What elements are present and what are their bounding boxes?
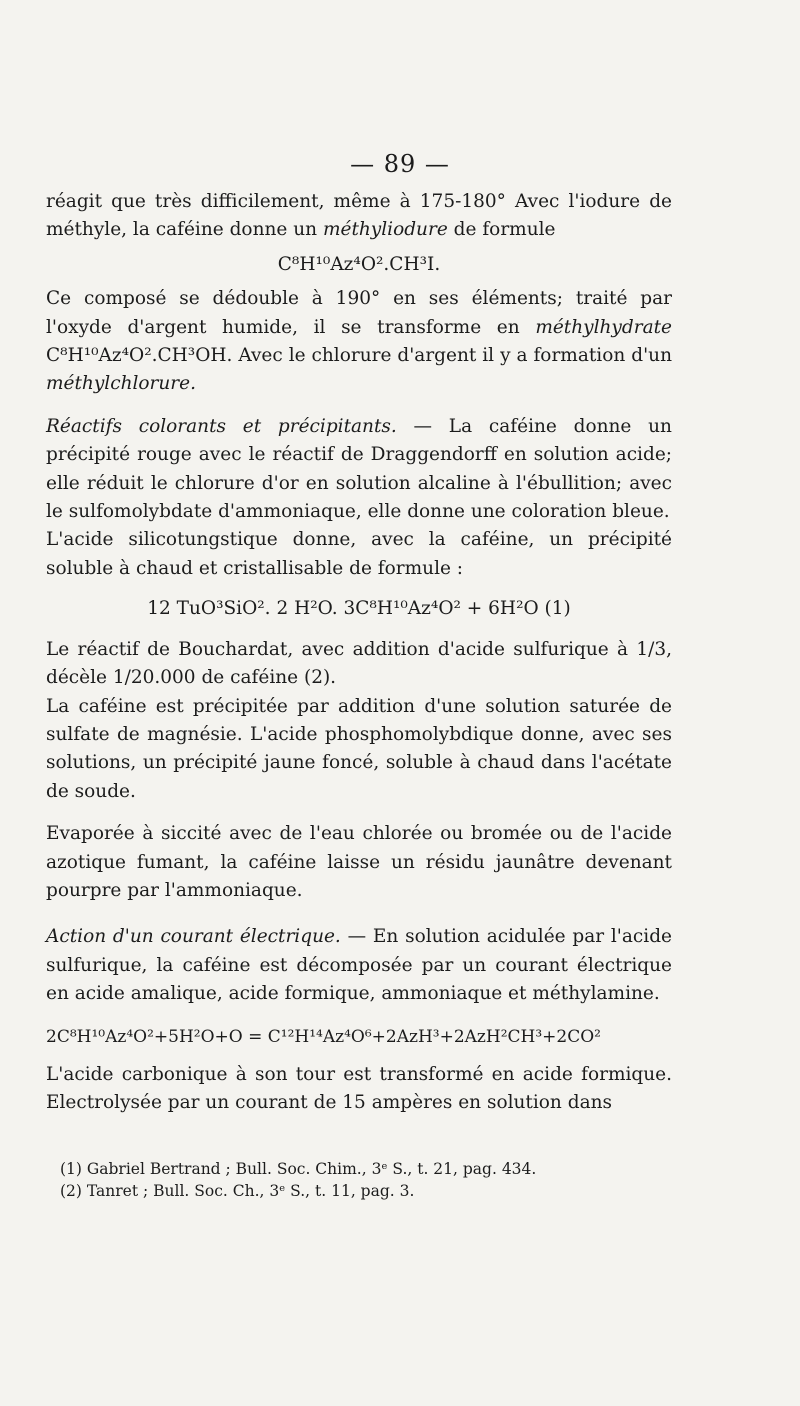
paragraph-silicotungstique: L'acide silicotungstique donne, avec la caféine, un précipité soluble à chaud et cristallisable de formule :	[46, 529, 672, 579]
paragraph-carbonique: L'acide carbonique à son tour est transformé en acide formique. Electrolysée par un courant de 15 ampères en solution dans	[46, 1063, 672, 1114]
paragraph-reactifs	[46, 413, 672, 527]
paragraph-courant	[46, 923, 672, 1008]
section-heading: Réactifs colorants et précipitants.	[46, 415, 397, 437]
emphasis: méthylhydrate	[535, 316, 672, 338]
section-heading: Action d'un courant électrique.	[46, 926, 341, 948]
emphasis: méthyliodure	[322, 219, 448, 241]
paragraph-evaporee: Evaporée à siccité avec de l'eau chlorée ou bromée ou de l'acide azotique fumant, la caféine laisse un résidu jaunâtre devenant pourpre par l'ammoniaque.	[46, 823, 672, 901]
formula-electrolyse: 2C⁸H¹⁰Az⁴O²+5H²O+O = C¹²H¹⁴Az⁴O⁶+2AzH³+2AzH²CH³+2CO²	[46, 1026, 601, 1047]
emphasis: méthylchlorure.	[46, 373, 196, 395]
formula-silicotungstate: 12 TuO³SiO². 2 H²O. 3C⁸H¹⁰Az⁴O² + 6H²O (1)	[147, 598, 571, 620]
footnote-1: (1) Gabriel Bertrand ; Bull. Soc. Chim., 3ᵉ S., t. 21, pag. 434.	[60, 1160, 537, 1178]
formula-methyliodure: C⁸H¹⁰Az⁴O².CH³I.	[277, 253, 441, 275]
footnote-2: (2) Tanret ; Bull. Soc. Ch., 3ᵉ S., t. 11, pag. 3.	[60, 1182, 415, 1200]
text: — La caféine donne un précipité rouge avec le réactif de Draggendorff en solution acide; elle réduit le chlorure d'or en solution alcaline à l'ébullition; avec le sulfomolybdate d'ammoniaque, elle donne une coloration bleue.	[46, 415, 672, 523]
page-number: — 89 —	[350, 150, 450, 178]
paragraph-bouchardat: Le réactif de Bouchardat, avec addition d'acide sulfurique à 1/3, décèle 1/20.000 de caféine (2).	[46, 638, 672, 689]
paragraph-iodure	[46, 188, 672, 245]
paragraph-magnesie: La caféine est précipitée par addition d'une solution saturée de sulfate de magnésie. L'acide phosphomolybdique donne, avec ses solutions, un précipité jaune foncé, soluble à chaud dans l'acétate de soude.	[46, 695, 672, 802]
text: C⁸H¹⁰Az⁴O².CH³OH. Avec le chlorure d'argent il y a formation d'un	[46, 345, 672, 367]
text: de formule	[453, 219, 556, 241]
paragraph-dedoublement	[46, 285, 672, 399]
text: Ce composé se dédouble à 190° en ses éléments; traité par l'oxyde d'argent humide, il se transforme en	[46, 288, 672, 338]
text: réagit que très difficilement, même à 175-180° Avec l'iodure de méthyle, la caféine donne un	[46, 191, 672, 241]
text: — En solution acidulée par l'acide sulfurique, la caféine est décomposée par un courant électrique en acide amalique, acide formique, ammoniaque et méthylamine.	[46, 926, 672, 1005]
footnotes	[60, 1158, 620, 1202]
page-body	[46, 188, 672, 1118]
